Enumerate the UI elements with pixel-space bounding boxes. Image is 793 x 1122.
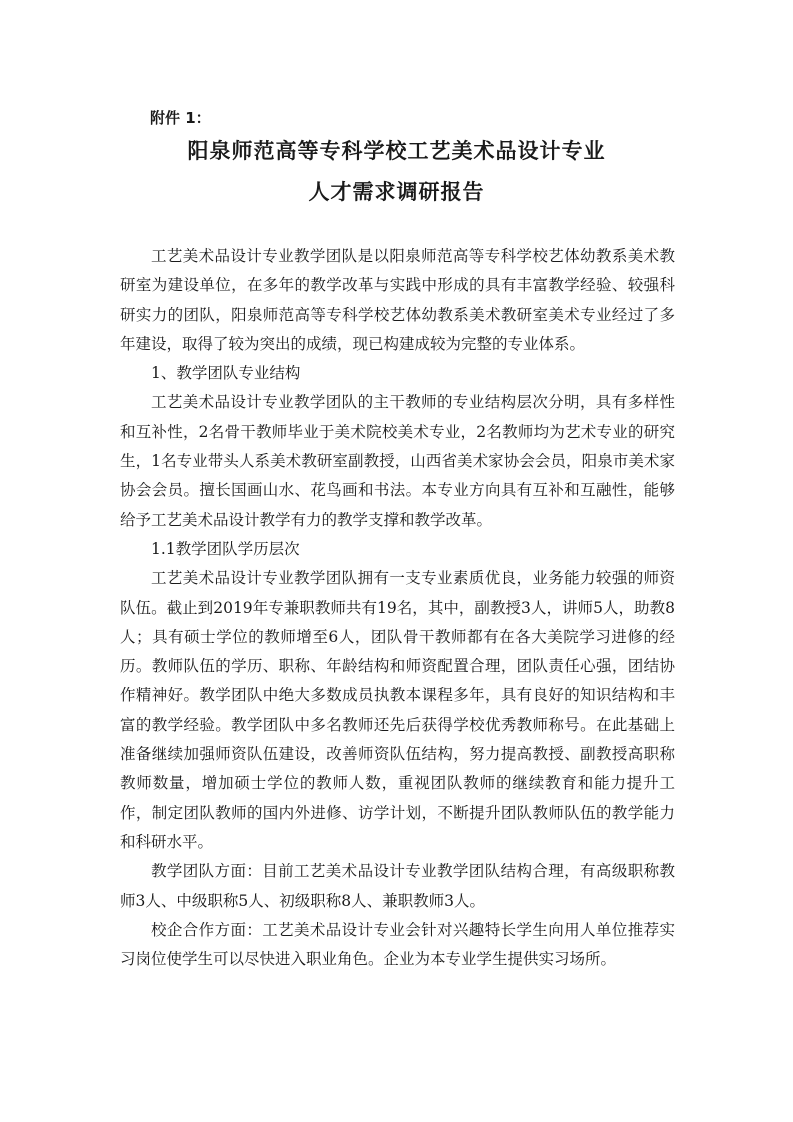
attachment-label: 附件 1： bbox=[150, 109, 211, 127]
document-title-line-1: 阳泉师范高等专科学校工艺美术品设计专业 bbox=[187, 139, 606, 163]
document-title-line-2: 人才需求调研报告 bbox=[308, 180, 485, 204]
section-heading-team-structure: 1、教学团队专业结构 bbox=[151, 364, 301, 383]
intro-paragraph: 工艺美术品设计专业教学团队是以阳泉师范高等专科学校艺体幼教系美术教研室为建设单位，在多年的教学改革与实践中形成的具有丰富教学经验、较强科研实力的团队，阳泉师范高等专科学校艺体幼教系美术教研室美术专业经过了多年建设，取得了较为突出的成绩，现已构建成较为完整的专业体系。 bbox=[120, 247, 675, 353]
education-level-paragraph: 工艺美术品设计专业教学团队拥有一支专业素质优良，业务能力较强的师资队伍。截止到2019年专兼职教师共有19名，其中，副教授3人，讲师5人，助教8人；具有硕士学位的教师增至6人，团队骨干教师都有在各大美院学习进修的经历。教师队伍的学历、职称、年龄结构和师资配置合理，团队责任心强，团结协作精神好。教学团队中绝大多数成员执教本课程多年，具有良好的知识结构和丰富的教学经验。教学团队中多名教师还先后获得学校优秀教师称号。在此基础上准备继续加强师资队伍建设，改善师资队伍结构，努力提高教授、副教授高职称教师数量，增加硕士学位的教师人数，重视团队教师的继续教育和能力提升工作，制定团队教师的国内外进修、访学计划，不断提升团队教师队伍的教学能力和科研水平。 bbox=[120, 569, 675, 851]
school-enterprise-paragraph: 校企合作方面：工艺美术品设计专业会针对兴趣特长学生向用人单位推荐实习岗位使学生可以尽快进入职业角色。企业为本专业学生提供实习场所。 bbox=[120, 920, 675, 969]
teaching-team-paragraph: 教学团队方面：目前工艺美术品设计专业教学团队结构合理，有高级职称教师3人、中级职称5人、初级职称8人、兼职教师3人。 bbox=[120, 862, 675, 910]
document-body bbox=[120, 242, 675, 974]
section-heading-education-level: 1.1教学团队学历层次 bbox=[151, 539, 300, 558]
team-structure-paragraph: 工艺美术品设计专业教学团队的主干教师的专业结构层次分明，具有多样性和互补性，2名骨干教师毕业于美术院校美术专业，2名教师均为艺术专业的研究生，1名专业带头人系美术教研室副教授，山西省美术家协会会员，阳泉市美术家协会会员。擅长国画山水、花鸟画和书法。本专业方向具有互补和互融性，能够给予工艺美术品设计教学有力的教学支撑和教学改革。 bbox=[120, 393, 675, 529]
